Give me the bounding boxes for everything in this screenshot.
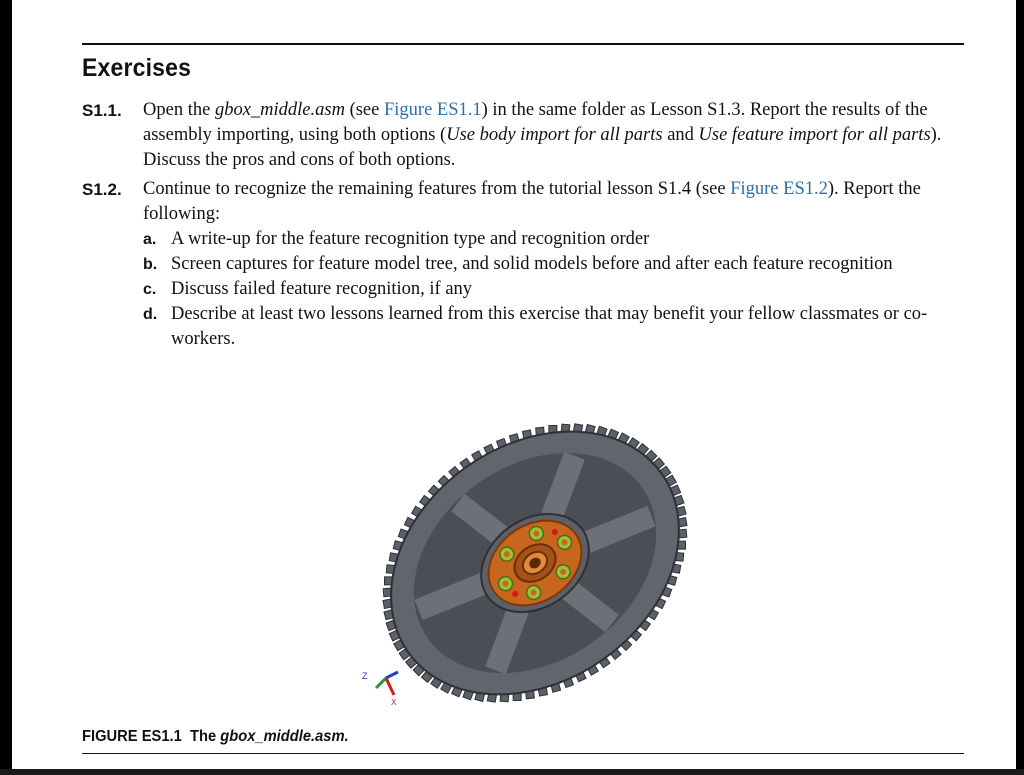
option-name: Use body import for all parts (446, 125, 663, 145)
figure-caption (82, 728, 349, 746)
exercise-text: ). Discuss the pros and cons of both options. (143, 125, 942, 170)
exercise-text: (see (344, 100, 384, 120)
list-item (143, 227, 962, 252)
bottom-frame-border (0, 769, 1024, 775)
option-name: Use feature import for all parts (698, 125, 931, 145)
left-frame-border (0, 0, 12, 775)
exercise-text: Open the (143, 100, 215, 120)
caption-file: gbox_middle.asm. (220, 728, 349, 745)
axis-x-label: X (391, 698, 397, 707)
gear-illustration (350, 395, 710, 725)
axis-z-label: Z (362, 671, 368, 681)
exercise-body (143, 98, 962, 173)
gear-figure (350, 395, 710, 725)
item-text: Describe at least two lessons learned from this exercise that may benefit your fellow classmates or co-workers. (171, 304, 928, 349)
exercise-text: and (662, 125, 699, 145)
caption-label: FIGURE ES1.1 (82, 728, 182, 745)
list-item (143, 252, 962, 277)
item-letter: c. (143, 281, 157, 298)
main-gear (350, 395, 710, 725)
section-heading: Exercises (82, 54, 192, 82)
exercise-text: Continue to recognize the remaining features from the tutorial lesson S1.4 (see (143, 179, 731, 199)
item-text: Screen captures for feature model tree, and solid models before and after each feature recognition (171, 254, 893, 274)
figure-link[interactable]: Figure ES1.1 (383, 100, 482, 120)
subitem-list (143, 227, 962, 352)
right-frame-border (1016, 0, 1024, 775)
file-name: gbox_middle.asm (214, 100, 345, 120)
caption-text: The (189, 728, 221, 745)
exercise-s1-2 (82, 177, 962, 352)
list-item (143, 277, 962, 302)
item-letter: d. (143, 306, 158, 323)
top-rule (82, 43, 964, 45)
item-letter: b. (143, 256, 158, 273)
caption-rule (82, 753, 964, 754)
axis-triad-icon (362, 671, 398, 707)
exercise-number: S1.2. (82, 180, 122, 199)
figure-link[interactable]: Figure ES1.2 (730, 179, 828, 199)
exercise-body (143, 177, 962, 227)
exercise-s1-1 (82, 98, 962, 173)
list-item (143, 302, 962, 352)
exercise-text: ). Report the following: (143, 179, 921, 224)
item-letter: a. (143, 231, 157, 248)
exercise-text: ) in the same folder as Lesson S1.3. Report the results of the assembly importing, using both options ( (143, 100, 928, 145)
item-text: Discuss failed feature recognition, if any (171, 279, 473, 299)
exercise-number: S1.1. (82, 101, 122, 120)
item-text: A write-up for the feature recognition type and recognition order (171, 229, 650, 249)
